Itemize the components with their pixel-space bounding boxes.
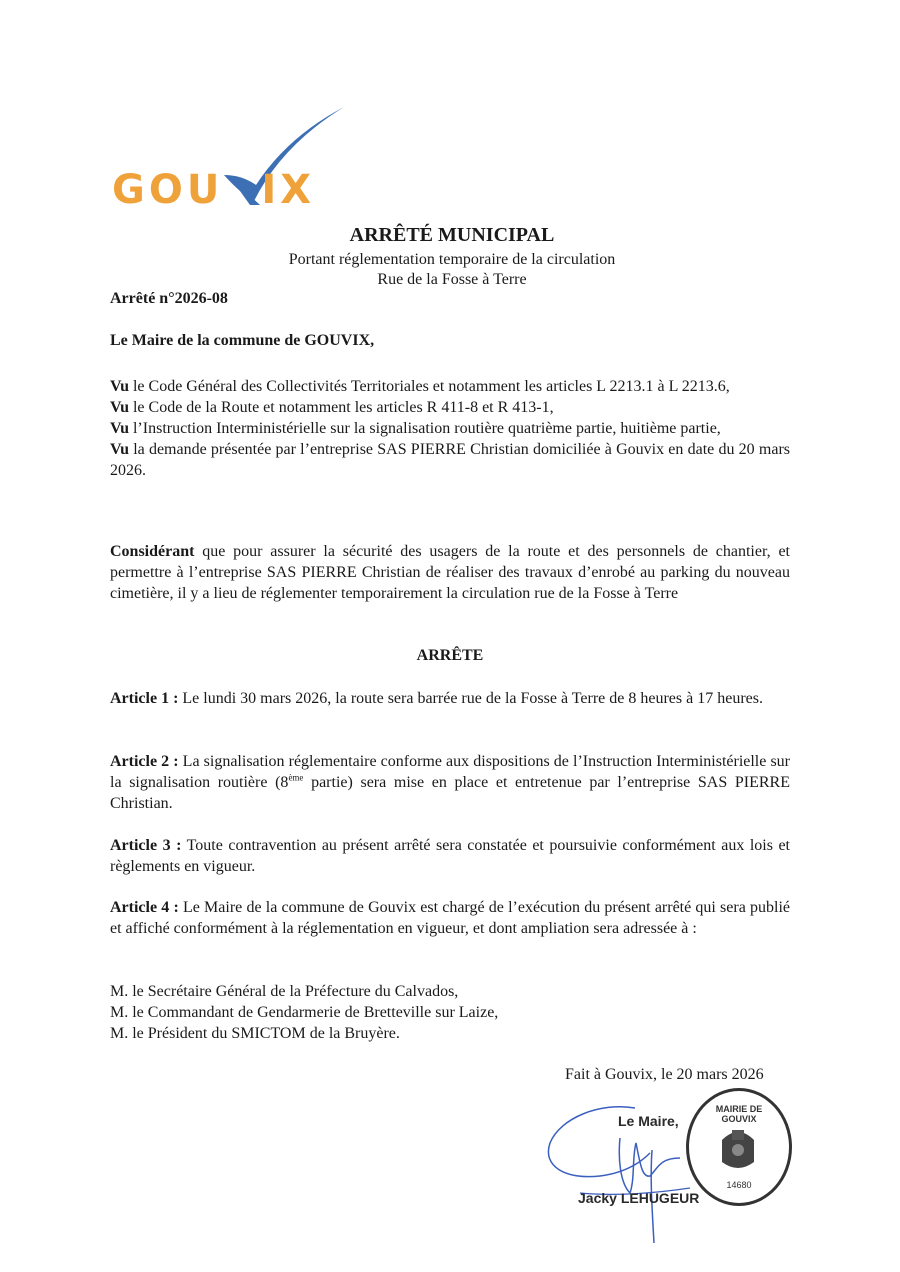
article-text: Le lundi 30 mars 2026, la route sera barrée rue de la Fosse à Terre de 8 heures à 17 heures. [178, 690, 763, 707]
article-text: La signalisation réglementaire conforme aux dispositions de l’Instruction Interministérielle sur la signalisation routière (8 [110, 753, 791, 791]
logo-wordmark [112, 165, 315, 215]
document-title: ARRÊTÉ MUNICIPAL [349, 224, 555, 246]
signatory-title: Le Maire, [618, 1113, 679, 1129]
vu-item [110, 397, 790, 418]
vu-text: la demande présentée par l’entreprise SAS PIERRE Christian domiciliée à Gouvix en date du 20 mars 2026. [110, 441, 790, 479]
document-subtitle-2: Rue de la Fosse à Terre [377, 271, 527, 288]
vu-item [110, 418, 790, 439]
seal-emblem-icon [714, 1120, 762, 1176]
logo-text-part1: GOU [112, 167, 224, 213]
document-subtitle-1: Portant réglementation temporaire de la circulation [288, 251, 616, 268]
place-date: Fait à Gouvix, le 20 mars 2026 [565, 1066, 764, 1083]
vu-lead: Vu [110, 378, 129, 395]
vu-text: le Code de la Route et notamment les articles R 411-8 et R 413-1, [128, 399, 554, 416]
article-lead: Article 2 : [110, 753, 179, 770]
considerant-text: que pour assurer la sécurité des usagers de la route et des personnels de chantier, et permettre à l’entreprise SAS PIERRE Christian de réaliser des travaux d’enrobé au parking du nouveau cimetière, il y a lieu de réglementer temporairement la circulation rue de la Fosse à Terre [110, 543, 790, 602]
vu-item [110, 439, 790, 481]
vu-lead: Vu [110, 441, 129, 458]
article-lead: Article 4 : [110, 899, 179, 916]
vu-text: l’Instruction Interministérielle sur la signalisation routière quatrième partie, huitième partie, [128, 420, 721, 437]
article-3 [110, 835, 790, 877]
municipal-stamp [686, 1088, 794, 1208]
signatory-name: Jacky LEHUGEUR [578, 1190, 700, 1206]
article-4 [110, 897, 790, 939]
article-1 [110, 688, 790, 709]
arrete-heading: ARRÊTE [416, 647, 484, 664]
vu-text: le Code Général des Collectivités Territoriales et notamment les articles L 2213.1 à L 2213.6, [128, 378, 730, 395]
recipient-item: M. le Secrétaire Général de la Préfecture du Calvados, [110, 983, 459, 1000]
vu-item [110, 376, 790, 397]
considerant-lead: Considérant [110, 543, 195, 560]
recipient-list [110, 981, 790, 1044]
vu-lead: Vu [110, 420, 129, 437]
stamp-top-text: MAIRIE DE GOUVIX [715, 1104, 763, 1124]
article-superscript: ème [288, 772, 304, 783]
vu-block [110, 376, 790, 481]
article-lead: Article 1 : [110, 690, 179, 707]
article-text: partie) sera mise en place et entretenue par l’entreprise SAS PIERRE Christian. [110, 774, 790, 812]
article-2 [110, 751, 790, 814]
logo-text-part2: IX [261, 167, 316, 213]
stamp-bottom-text: 14680 [726, 1180, 752, 1190]
arrete-number: Arrêté n°2026-08 [110, 290, 228, 307]
mayor-line: Le Maire de la commune de GOUVIX, [110, 332, 375, 349]
considerant-paragraph [110, 541, 790, 604]
article-text: Le Maire de la commune de Gouvix est chargé de l’exécution du présent arrêté qui sera publié et affiché conformément à la réglementation en vigueur, et dont ampliation sera adressée à : [110, 899, 790, 937]
article-lead: Article 3 : [110, 837, 182, 854]
recipient-item: M. le Président du SMICTOM de la Bruyère. [110, 1025, 400, 1042]
vu-lead: Vu [110, 399, 129, 416]
recipient-item: M. le Commandant de Gendarmerie de Bretteville sur Laize, [110, 1004, 499, 1021]
article-text: Toute contravention au présent arrêté sera constatée et poursuivie conformément aux lois et règlements en vigueur. [110, 837, 791, 875]
gouvix-logo [112, 105, 352, 213]
